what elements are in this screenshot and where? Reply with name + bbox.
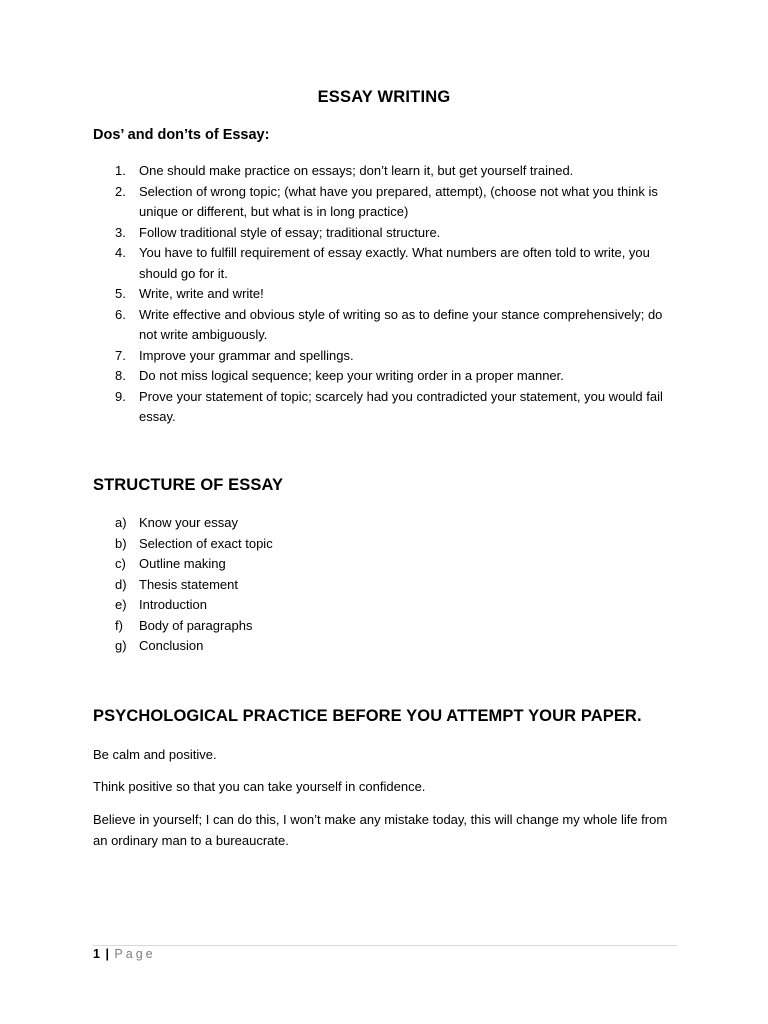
list-item <box>93 182 683 223</box>
list-item <box>93 616 683 637</box>
list-marker: 6. <box>115 306 126 322</box>
list-marker: a) <box>115 515 127 530</box>
page-label: Page <box>114 947 156 961</box>
list-item <box>93 513 683 534</box>
list-item-text: You have to fulfill requirement of essay exactly. What numbers are often told to write, you should go for it. <box>139 245 650 281</box>
list-item <box>93 636 683 657</box>
list-item <box>93 387 683 428</box>
list-marker: 9. <box>115 388 126 404</box>
list-marker: 8. <box>115 368 126 383</box>
list-item-text: Outline making <box>139 556 226 571</box>
dos-and-donts-heading: Dos’ and don’ts of Essay: <box>93 127 270 143</box>
list-marker: 3. <box>115 224 126 240</box>
list-marker: 4. <box>115 245 126 260</box>
list-item <box>93 595 683 616</box>
list-marker: f) <box>115 617 123 633</box>
list-marker: 5. <box>115 286 126 301</box>
list-item <box>93 366 683 387</box>
list-item-text: Introduction <box>139 597 207 612</box>
list-item-text: Prove your statement of topic; scarcely had you contradicted your statement, you would fail essay. <box>139 388 663 424</box>
list-item-text: Write, write and write! <box>139 286 264 301</box>
list-item <box>93 305 683 346</box>
page-number: 1 <box>93 947 100 961</box>
list-marker: b) <box>115 535 127 551</box>
list-item <box>93 223 683 244</box>
structure-list <box>93 513 683 657</box>
list-item-text: Body of paragraphs <box>139 617 253 633</box>
list-item-text: Write effective and obvious style of writing so as to define your stance comprehensively; do not write ambiguously. <box>139 306 663 342</box>
dos-and-donts-list <box>93 161 683 428</box>
paragraph: Think positive so that you can take yourself in confidence. <box>93 779 426 794</box>
list-item-text: One should make practice on essays; don’t learn it, but get yourself trained. <box>139 163 574 178</box>
list-marker: 1. <box>115 163 126 178</box>
list-item <box>93 161 683 182</box>
list-marker: d) <box>115 576 127 592</box>
list-marker: g) <box>115 638 127 653</box>
page-footer <box>93 947 156 961</box>
psychological-practice-heading: PSYCHOLOGICAL PRACTICE BEFORE YOU ATTEMPT YOUR PAPER. <box>93 707 642 725</box>
footer-separator: | <box>105 947 109 961</box>
list-item <box>93 575 683 596</box>
document-title: ESSAY WRITING <box>317 88 451 106</box>
list-item-text: Conclusion <box>139 638 204 653</box>
list-marker: e) <box>115 597 127 612</box>
structure-heading: STRUCTURE OF ESSAY <box>93 476 284 494</box>
list-item-text: Thesis statement <box>139 576 238 592</box>
list-item-text: Do not miss logical sequence; keep your writing order in a proper manner. <box>139 368 564 383</box>
list-item-text: Selection of wrong topic; (what have you prepared, attempt), (choose not what you think is unique or different, but what is in long practice) <box>139 183 658 219</box>
list-item <box>93 243 683 284</box>
paragraph: Be calm and positive. <box>93 747 217 762</box>
list-item-text: Follow traditional style of essay; traditional structure. <box>139 224 441 240</box>
list-marker: 2. <box>115 183 126 199</box>
list-marker: c) <box>115 556 126 571</box>
list-item <box>93 534 683 555</box>
list-item <box>93 346 683 367</box>
list-item <box>93 554 683 575</box>
list-item-text: Improve your grammar and spellings. <box>139 347 354 363</box>
list-item <box>93 284 683 305</box>
list-marker: 7. <box>115 347 126 363</box>
list-item-text: Know your essay <box>139 515 238 530</box>
footer-divider <box>93 945 677 946</box>
list-item-text: Selection of exact topic <box>139 535 273 551</box>
paragraph: Believe in yourself; I can do this, I won’t make any mistake today, this will change my whole life from an ordinary man to a bureaucrate. <box>93 812 668 848</box>
